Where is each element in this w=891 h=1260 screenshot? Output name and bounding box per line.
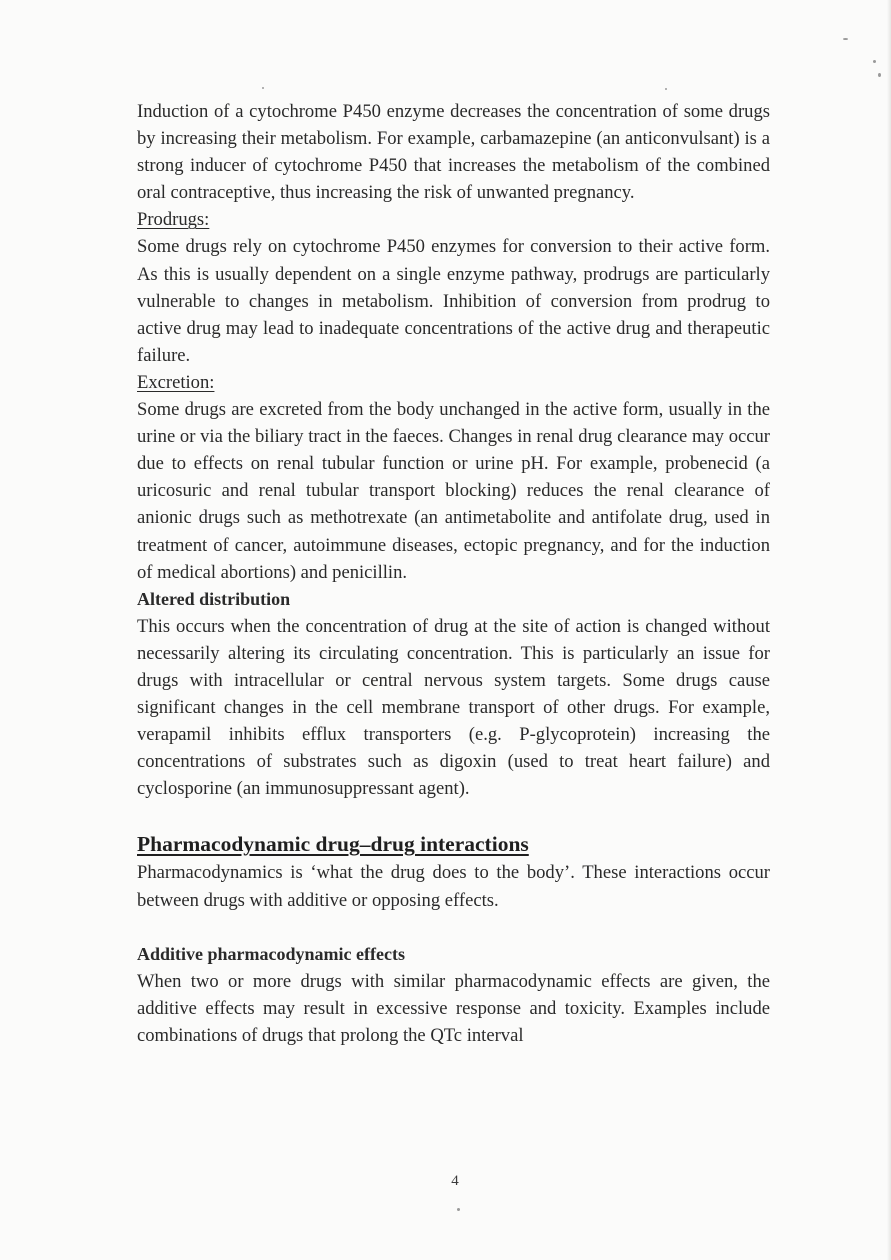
subheading-prodrugs: Prodrugs:	[137, 209, 210, 231]
scan-speck	[665, 88, 667, 90]
subheading-excretion: Excretion:	[137, 371, 215, 393]
scan-speck	[262, 87, 264, 89]
document-body	[137, 98, 770, 1049]
heading-altered-distribution: Altered distribution	[137, 588, 291, 609]
scan-speck	[873, 60, 876, 63]
scan-edge	[887, 0, 891, 1260]
paragraph-excretion: Some drugs are excreted from the body unchanged in the active form, usually in the urine or via the biliary tract in the faeces. Changes in renal drug clearance may occur due to effects on renal tubular function or urine pH. For example, probenecid (a uricosuric and renal tubular transport blocking) reduces the renal clearance of anionic drugs such as methotrexate (an antimetabolite and antifolate drug, used in treatment of cancer, autoimmune diseases, ectopic pregnancy, and for the induction of medical abortions) and penicillin.	[137, 399, 770, 583]
section-title-pharmacodynamic: Pharmacodynamic drug–drug interactions	[137, 832, 529, 857]
paragraph-altered-distribution: This occurs when the concentration of drug at the site of action is changed without necessarily altering its circulating concentration. This is particularly an issue for drugs with intracellular or central nervous system targets. Some drugs cause significant changes in the cell membrane transport of other drugs. For example, verapamil inhibits efflux transporters (e.g. P-glycoprotein) increasing the concentrations of substrates such as digoxin (used to treat heart failure) and cyclosporine (an immunosuppressant agent).	[137, 615, 770, 800]
paragraph-induction: Induction of a cytochrome P450 enzyme decreases the concentration of some drugs by increasing their metabolism. For example, carbamazepine (an anticonvulsant) is a strong inducer of cytochrome P450 that increases the metabolism of the combined oral contraceptive, thus increasing the risk of unwanted pregnancy.	[137, 101, 770, 204]
paragraph-additive-effects: When two or more drugs with similar pharmacodynamic effects are given, the additive effects may result in excessive response and toxicity. Examples include combinations of drugs that prolong the QTc interval	[137, 970, 770, 1046]
heading-additive-effects: Additive pharmacodynamic effects	[137, 943, 405, 964]
page-number: 4	[451, 1173, 459, 1189]
spacer	[137, 914, 770, 941]
scan-speck	[843, 38, 848, 40]
paragraph-prodrugs: Some drugs rely on cytochrome P450 enzymes for conversion to their active form. As this is usually dependent on a single enzyme pathway, prodrugs are particularly vulnerable to changes in metabolism. Inhibition of conversion from prodrug to active drug may lead to inadequate concentrations of the active drug and therapeutic failure.	[137, 236, 770, 366]
scan-speck	[457, 1208, 460, 1211]
scan-speck	[878, 73, 881, 77]
paragraph-pharmacodynamic-intro: Pharmacodynamics is ‘what the drug does to the body’. These interactions occur between drugs with additive or opposing effects.	[137, 862, 770, 911]
